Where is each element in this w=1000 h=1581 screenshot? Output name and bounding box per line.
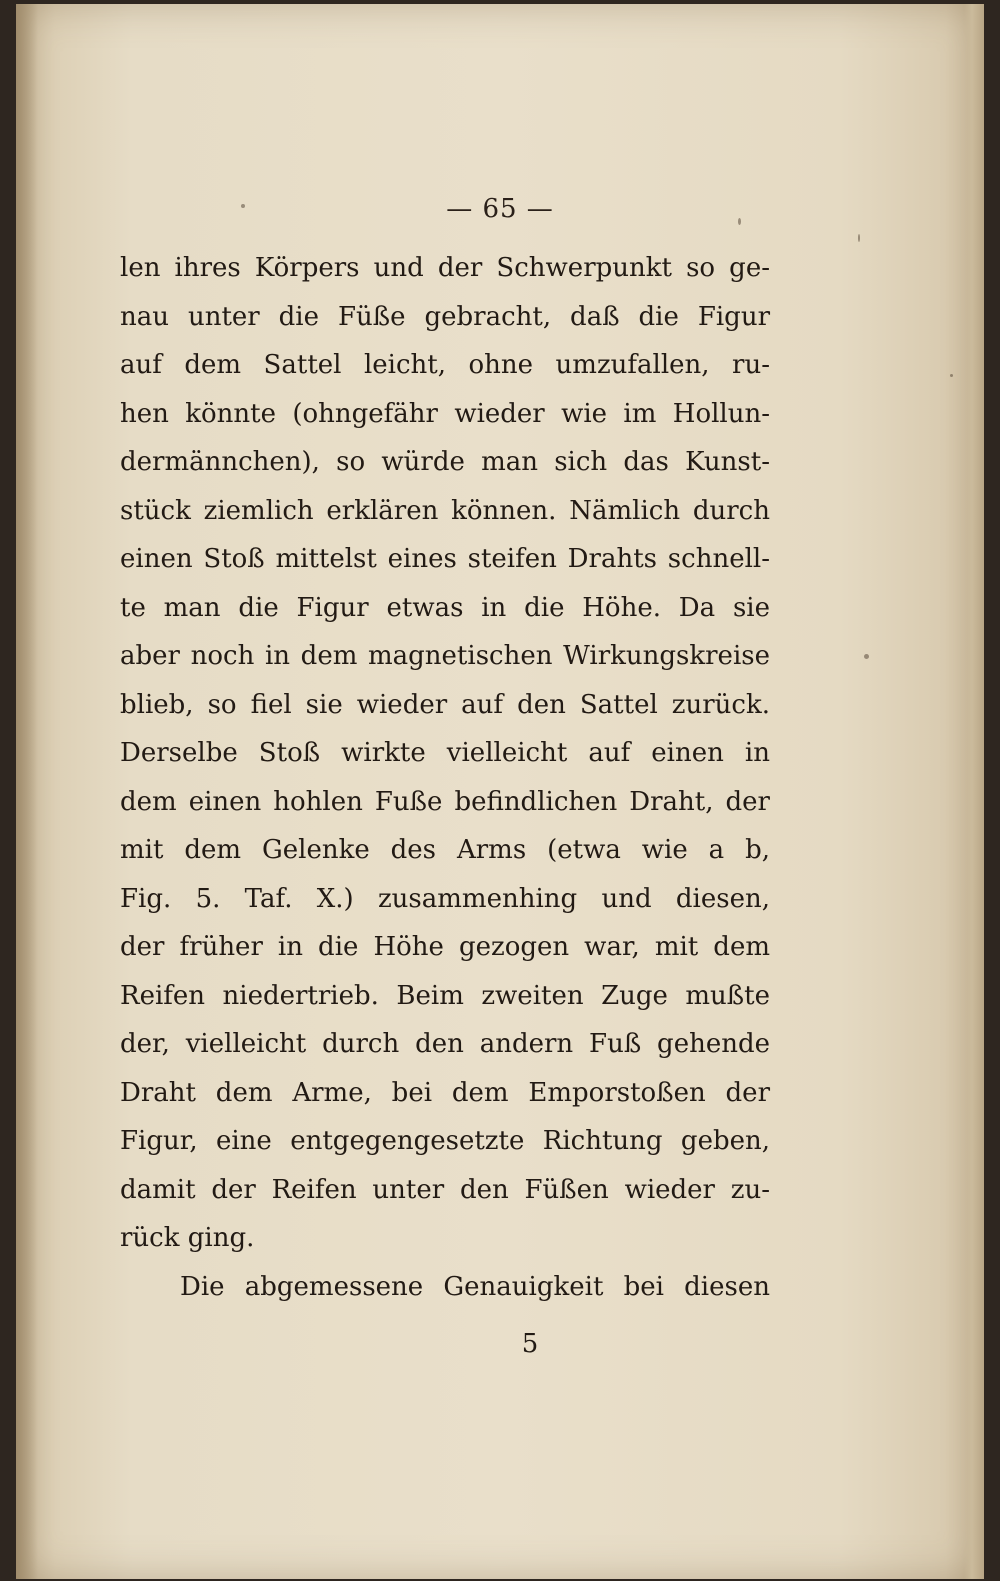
- paper-speck: [241, 204, 245, 208]
- text-line: te man die Figur etwas in die Höhe. Da sie: [120, 592, 770, 623]
- text-line: aber noch in dem magnetischen Wirkungskreise: [120, 641, 770, 671]
- text-line: dermännchen), so würde man sich das Kunst-: [120, 447, 770, 477]
- text-line: dem einen hohlen Fuße befindlichen Draht, der: [120, 786, 770, 817]
- text-line: einen Stoß mittelst eines steifen Drahts schnell-: [120, 544, 770, 574]
- body-text: [120, 244, 770, 1311]
- text-line: Figur, eine entgegengesetzte Richtung geben,: [120, 1126, 770, 1156]
- paper-speck: [864, 654, 869, 659]
- paper-page: [16, 4, 984, 1579]
- text-line: Derselbe Stoß wirkte vielleicht auf einen in: [120, 738, 770, 768]
- text-line: Reifen niedertrieb. Beim zweiten Zuge mußte: [120, 980, 770, 1011]
- text-line: hen könnte (ohngefähr wieder wie im Hollun-: [120, 398, 770, 429]
- text-line: auf dem Sattel leicht, ohne umzufallen, ru-: [120, 350, 770, 380]
- text-line: Die abgemessene Genauigkeit bei diesen: [180, 1271, 770, 1302]
- text-line: blieb, so fiel sie wieder auf den Sattel zurück.: [120, 689, 770, 720]
- signature-mark: 5: [521, 1329, 539, 1359]
- text-line: stück ziemlich erklären können. Nämlich durch: [120, 495, 770, 526]
- text-line: Fig. 5. Taf. X.) zusammenhing und diesen,: [120, 883, 770, 914]
- text-line: Draht dem Arme, bei dem Emporstoßen der: [120, 1077, 770, 1108]
- text-line: nau unter die Füße gebracht, daß die Figur: [120, 301, 770, 332]
- text-line: rück ging.: [120, 1223, 255, 1253]
- text-line: damit der Reifen unter den Füßen wieder zu-: [120, 1174, 770, 1205]
- text-line: mit dem Gelenke des Arms (etwa wie a b,: [120, 835, 770, 865]
- text-line: der früher in die Höhe gezogen war, mit dem: [120, 932, 770, 962]
- text-line: len ihres Körpers und der Schwerpunkt so ge-: [120, 253, 770, 283]
- paper-speck: [738, 218, 741, 225]
- paper-speck: [950, 374, 953, 377]
- paper-speck: [858, 234, 860, 242]
- page-number: — 65 —: [446, 194, 554, 224]
- text-line: der, vielleicht durch den andern Fuß gehende: [120, 1029, 770, 1059]
